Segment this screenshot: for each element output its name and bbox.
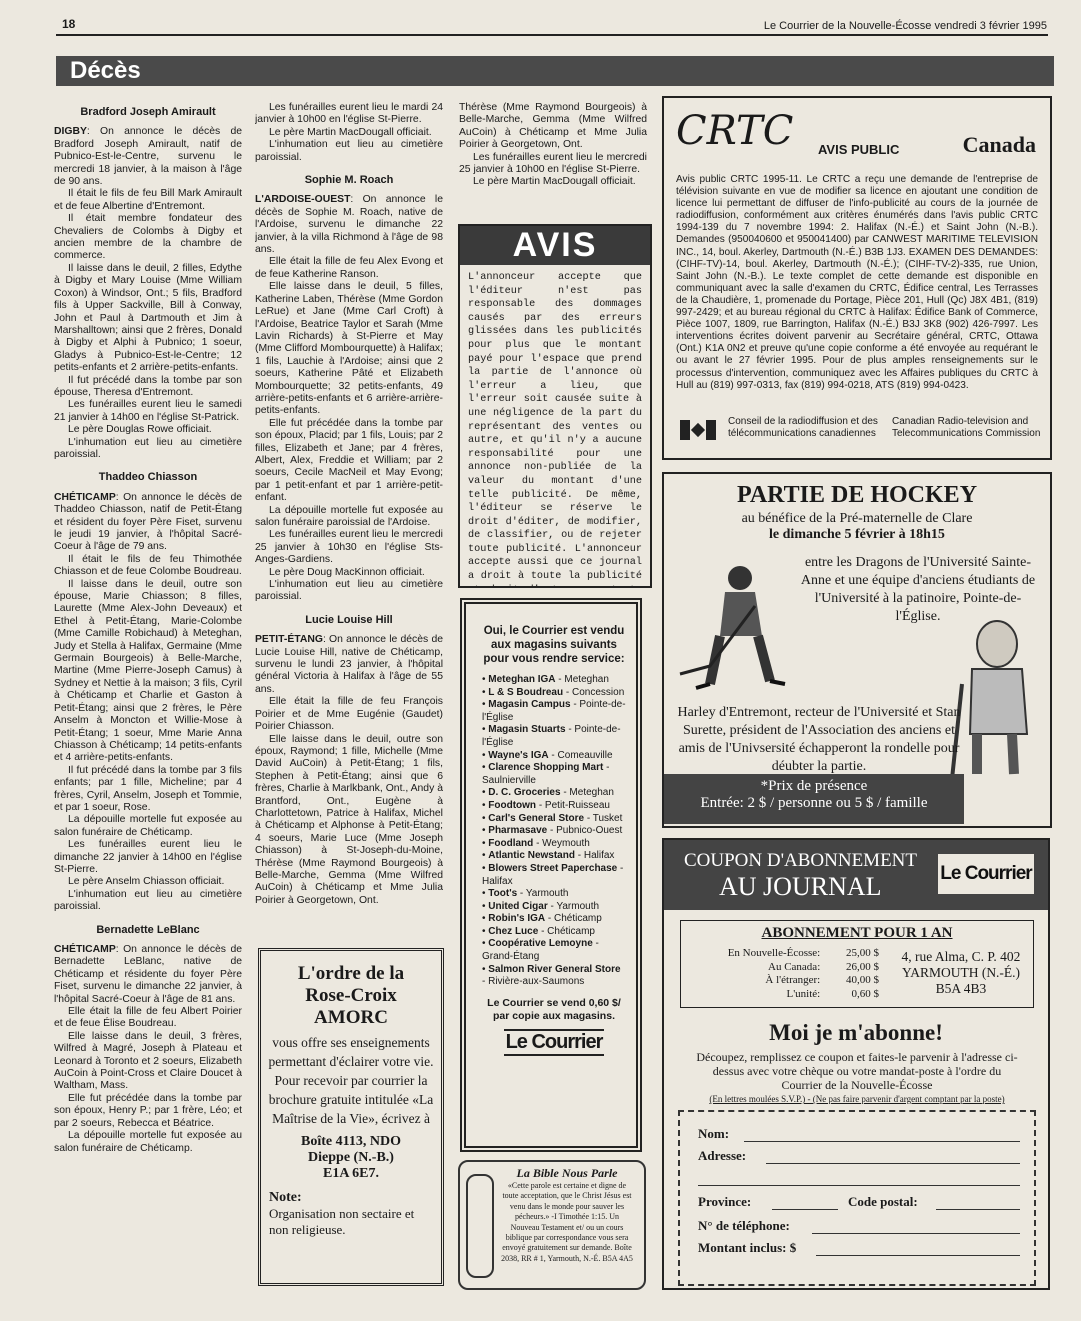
obit-paragraph: Il était le fils de feu Thimothée Chiasson et de feue Colombe Boudreau. bbox=[54, 553, 242, 578]
obit-paragraph: Il fut précédé dans la tombe par son épouse, Theresa d'Entremont. bbox=[54, 374, 242, 398]
stores-price: Le Courrier se vend 0,60 $/ par copie aux magasins. bbox=[487, 996, 621, 1022]
coupon-address bbox=[893, 949, 1029, 997]
postal-code-label: Code postal: bbox=[848, 1194, 918, 1209]
store-item: • Wayne's IGA - Comeauville bbox=[482, 749, 613, 761]
rosecroix-address-3: E1A 6E7. bbox=[322, 1166, 379, 1181]
obit-name: Bradford Joseph Amirault bbox=[80, 106, 216, 118]
obit-name: Bernadette LeBlanc bbox=[96, 923, 200, 936]
publication-line: Le Courrier de la Nouvelle-Écosse vendredi 3 février 1995 bbox=[763, 20, 1047, 32]
section-title: Décès bbox=[70, 57, 141, 84]
avis-title: AVIS bbox=[460, 226, 650, 265]
rosecroix-ad bbox=[258, 948, 444, 1286]
header-rule bbox=[56, 34, 1048, 36]
canada-flag-icon bbox=[680, 420, 716, 440]
amount-field[interactable] bbox=[816, 1254, 1020, 1256]
obit-paragraph: Elle laisse dans le deuil, outre son époux, Raymond; 1 fille, Michelle (Mme David AuCoin) à Petit-Étang; 1 fils, Stephen à Petit-Étang; ainsi que 6 frères, Charlie à Marlkbank, Ont., Andy à Brantford, Ont., Eugène à Charlottetown, Patrice à Halifax, Michel à Chéticamp et Alphonse à Petit-Étang; 4 soeurs, Marie Luce (Mme Joseph Chiasson) à St-Joseph-du-Moine, Thérèse (Mme Raymond Bourgeois) à Belle-Marche, Gemma (Mme Wilfred AuCoin) à Chéticamp et Mme Julia Poirier à Georgetown, Ont. bbox=[255, 733, 443, 906]
rates-title: ABONNEMENT POUR 1 AN bbox=[761, 925, 953, 941]
obit-paragraph: Les funérailles eurent lieu le dimanche 22 janvier à 14h00 en l'église St-Pierre. bbox=[54, 839, 242, 875]
crtc-name-fr: Conseil de la radiodiffusion et des télécommunications canadiennes bbox=[728, 416, 878, 439]
store-item: • Robin's IGA - Chéticamp bbox=[482, 913, 602, 925]
hockey-line-3: entre les Dragons de l'Université Sainte-Anne et une équipe d'anciens étudiants de l'Université à la patinoire, Pointe-de-l'Église. bbox=[800, 555, 1036, 624]
coupon-address-2: YARMOUTH (N.-É.) bbox=[901, 965, 1021, 980]
store-item: • Pharmasave - Pubnico-Ouest bbox=[482, 825, 623, 837]
hockey-ad bbox=[662, 472, 1052, 828]
obit-name: Lucie Louise Hill bbox=[305, 613, 393, 626]
store-item: • D. C. Groceries - Meteghan bbox=[482, 787, 614, 799]
obit-paragraph: Il était le fils de feu Bill Mark Amirault et de feue Albertine d'Entremont. bbox=[54, 188, 242, 212]
store-item: • Coopérative Lemoyne - Grand-Étang bbox=[482, 938, 599, 963]
avis-body: L'annonceur accepte que l'éditeur n'est pas responsable des dommages causés par des erreurs glissées dans les publicités pour plus que le montant payé pour l'espace que prend la partie de l'annonce où l'erreur a lieu, que l'erreur soit causée suite à une négligence de la part du représentant des ventes ou autre, et qu'il n'y a aucune responsabilité pour une annonce non-publiée de la valeur du montant d'une telle publicité. De même, l'éditeur se réserve le droit d'éditer, de modifier, de classifier, ou de rejeter toute publicité. L'annonceur accepte aussi que ce journal a droit à toute la publicité bbox=[468, 272, 642, 583]
province-label: Province: bbox=[698, 1194, 752, 1209]
obit-paragraph: Les funérailles eurent lieu le mercredi 25 janvier à 10h30 en l'église Sts-Anges-Gardiens. bbox=[255, 529, 443, 566]
rosecroix-note-label: Note: bbox=[269, 1190, 302, 1205]
coupon-title-1: COUPON D'ABONNEMENT bbox=[684, 850, 918, 871]
hockey-prize: *Prix de présence bbox=[760, 778, 868, 794]
stores-heading: Oui, le Courrier est vendu aux magasins suivants pour vous rendre service: bbox=[483, 625, 625, 665]
price-row: À l'étranger: 40,00 $ bbox=[765, 974, 879, 986]
price-row: L'unité: 0,60 $ bbox=[786, 987, 879, 1000]
store-item: • Toot's - Yarmouth bbox=[482, 888, 569, 900]
hockey-line-1: au bénéfice de la Pré-maternelle de Clare bbox=[741, 511, 973, 526]
store-item: • Meteghan IGA - Meteghan bbox=[482, 674, 609, 685]
canada-wordmark: Canada bbox=[962, 132, 1036, 157]
obit-paragraph: Le père Martin MacDougall officiait. bbox=[473, 176, 636, 188]
store-item: • Blowers Street Paperchase - Halifax bbox=[482, 862, 624, 887]
name-label: Nom: bbox=[698, 1126, 730, 1141]
store-item: • Clarence Shopping Mart - Saulnierville bbox=[482, 762, 610, 786]
obit-column-3 bbox=[459, 102, 647, 189]
stores-box bbox=[460, 598, 642, 1152]
hockey-player-illustration bbox=[670, 556, 790, 706]
rosecroix-title-1: L'ordre de la bbox=[297, 963, 405, 984]
bible-box bbox=[458, 1160, 646, 1290]
obit-paragraph: Le père Martin MacDougall officiait. bbox=[269, 126, 432, 138]
hockey-line-4: Harley d'Entremont, recteur de l'Université et Stan Surette, président de l'Association des anciens et amis de l'Univsersité échapperont la rondelle pour déubter la partie. bbox=[677, 705, 961, 774]
obit-paragraph: PETIT-ÉTANG: On annonce le décès de Lucie Louise Hill, native de Chéticamp, survenu le lundi 23 janvier, à l'hôpital général Victoria à Halifax à l'âge de 55 ans. bbox=[255, 634, 443, 695]
obit-paragraph: DIGBY: On annonce le décès de Bradford Joseph Amirault, natif de Pubnico-Est-le-Centre, survenu le mercredi 18 janvier, à la maison à l'âge de 90 ans. bbox=[54, 126, 242, 188]
avis-box bbox=[458, 224, 652, 588]
phone-label: N° de téléphone: bbox=[698, 1218, 790, 1233]
coupon-courrier-logo: Le Courrier bbox=[938, 854, 1034, 894]
store-item: • Magasin Stuarts - Pointe-de-l'Église bbox=[482, 724, 621, 748]
rates-box bbox=[680, 920, 1034, 1008]
phone-field[interactable] bbox=[812, 1232, 1020, 1234]
obit-paragraph: CHÉTICAMP: On annonce le décès de Bernadette LeBlanc, native de Chéticamp et résidente du foyer Père Fiset, survenu le dimanche 22 janvier, à l'hôpital Sacré-Coeur à l'âge de 81 ans. bbox=[54, 944, 242, 1005]
coupon-cta: Moi je m'abonne! bbox=[769, 1020, 943, 1045]
store-item: • Atlantic Newstand - Halifax bbox=[482, 850, 615, 862]
rosecroix-address-2: Dieppe (N.-B.) bbox=[308, 1150, 394, 1165]
obit-paragraph: La dépouille mortelle fut exposée au salon funéraire paroissial de l'Ardoise. bbox=[255, 504, 443, 528]
obit-paragraph: Il laisse dans le deuil, 2 filles, Edythe à Digby et Mary Louise (Mme William Coxon) à Windsor, Ont.; 5 fils, Bradford fils à Upper Sackville, Bill à Conway, John et Paul à Dartmouth et Jim à Marshalltown; ainsi que 2 frères, Donald à Digby et Alphi à Pubnico; 1 soeur, Gladys à Pubnico-Est-le-Centre; 12 petits-enfants et 2 arrière-petits-enfants. bbox=[54, 262, 242, 374]
obit-column-1 bbox=[54, 96, 242, 1296]
obit-column-2 bbox=[255, 102, 443, 942]
price-list bbox=[689, 947, 879, 1001]
obit-paragraph: Thérèse (Mme Raymond Bourgeois) à Belle-Marche, Gemma (Mme Wilfred AuCoin) à Chéticamp et Mme Julia Poirier à Georgetown, Ont. bbox=[459, 102, 647, 151]
bible-body: «Cette parole est certaine et digne de toute acceptation, que le Christ Jésus est venu dans le monde pour sauver les pécheurs.» -I Timothée 1:15. Un Nouveau Testament et/ ou un cours biblique par correspondance vous sera envoyé gratuitement sur demande. Boîte 2038, RR # 1, Yarmouth, N.-É. B5A 4A5 bbox=[501, 1181, 633, 1263]
store-item: • Foodland - Weymouth bbox=[482, 837, 590, 849]
province-field[interactable] bbox=[772, 1208, 838, 1210]
price-row: Au Canada: 26,00 $ bbox=[768, 960, 879, 973]
obit-paragraph: Le père Doug MacKinnon officiait. bbox=[269, 566, 425, 578]
address-label: Adresse: bbox=[698, 1148, 747, 1163]
subscription-coupon bbox=[662, 838, 1050, 1290]
coupon-note: (En lettres moulées S.V.P.) - (Ne pas faire parvenir d'argent comptant par la poste) bbox=[709, 1094, 1005, 1104]
obit-paragraph: L'inhumation eut lieu au cimetière paroissial. bbox=[54, 888, 242, 913]
coupon-address-1: 4, rue Alma, C. P. 402 bbox=[901, 949, 1021, 964]
obit-paragraph: L'inhumation eut lieu au cimetière paroissial. bbox=[255, 139, 443, 163]
obit-paragraph: Elle fut précédée dans la tombe par son époux, Placid; par 1 fils, Louis; par 2 filles, Elizabeth et Jane; par 4 frères, Albert, Alex, Freddie et William; par 2 soeurs, Cecile MacNeil et May Evong; par 1 petit-enfant et par 1 arrière-petit-enfant. bbox=[255, 417, 443, 504]
store-item: • Foodtown - Petit-Ruisseau bbox=[482, 799, 610, 811]
obit-paragraph: Elle était la fille de feu Albert Poirier et de feue Élise Boudreau. bbox=[54, 1006, 242, 1030]
obit-paragraph: L'inhumation eut lieu au cimetière paroissial. bbox=[255, 579, 443, 603]
name-field[interactable] bbox=[744, 1140, 1020, 1142]
scroll-icon bbox=[466, 1174, 494, 1278]
obit-paragraph: L'inhumation eut lieu au cimetière paroissial. bbox=[54, 436, 242, 460]
coupon-form bbox=[678, 1110, 1036, 1286]
courrier-logo: Le Courrier bbox=[504, 1029, 604, 1056]
crtc-logo: CRTC bbox=[676, 108, 794, 154]
store-item: • Carl's General Store - Tusket bbox=[482, 812, 623, 824]
obit-paragraph: Le père Anselm Chiasson officiait. bbox=[68, 876, 225, 888]
store-item: • United Cigar - Yarmouth bbox=[482, 900, 600, 912]
obit-paragraph: Il fut précédé dans la tombe par 3 fils enfants; par 1 fille, Micheline; par 4 frères, Cyril, Anselm, Joseph et Tommie, et par 1 soeur, Rose. bbox=[54, 764, 242, 813]
coupon-title-2: AU JOURNAL bbox=[719, 872, 882, 901]
hockey-title: PARTIE DE HOCKEY bbox=[736, 482, 978, 508]
obit-paragraph: La dépouille mortelle fut exposée au salon funéraire de Chéticamp. bbox=[54, 814, 242, 838]
store-item: • Chez Luce - Chéticamp bbox=[482, 925, 595, 937]
rosecroix-address-1: Boîte 4113, NDO bbox=[301, 1134, 401, 1149]
rosecroix-title-3: AMORC bbox=[314, 1007, 388, 1028]
obit-paragraph: L'ARDOISE-OUEST: On annonce le décès de Sophie M. Roach, native de l'Ardoise, survenu le dimanche 22 janvier, à la villa Richmond à l'âge de 98 ans. bbox=[255, 194, 443, 256]
crtc-box bbox=[662, 96, 1052, 460]
address-field[interactable] bbox=[766, 1162, 1020, 1164]
store-list bbox=[482, 674, 626, 989]
section-banner bbox=[56, 56, 1054, 86]
store-item: • L & S Boudreau - Concession bbox=[482, 686, 625, 698]
page-number: 18 bbox=[62, 17, 76, 31]
address-field-2[interactable] bbox=[698, 1184, 1020, 1186]
obit-paragraph: Elle laisse dans le deuil, 5 filles, Katherine Laben, Thérèse (Mme Gordon LeRue) et Jane (Mme Carl Croft) à l'Ardoise, Beatrice Taylor et Sarah (Mme Lavin Richards) à St-Pierre et May (Mme Clifford Mombourquette) à Halifax; 1 fils, Lauchie à l'Ardoise; ainsi que 2 soeurs, Katherine Pâté et Elizabeth Mombourquette; 32 petits-enfants, 49 arrière-petits-enfants et 6 arrière-arrière-petits-enfants. bbox=[255, 281, 443, 417]
obit-paragraph: Elle laisse dans le deuil, 3 frères, Wilfred à Magré, Joseph à Plateau et Leonard à Toronto et 2 soeurs, Elizabeth AuCoin à Point-Cross et Claire Doucet à Waltham, Mass. bbox=[54, 1030, 242, 1092]
coupon-instructions: Découpez, remplissez ce coupon et faites-le parvenir à l'adresse ci-dessus avec votre chèque ou votre mandat-poste à l'ordre du Courrier de la Nouvelle-Écosse bbox=[696, 1050, 1018, 1092]
rosecroix-body: vous offre ses enseignements permettant d'éclairer votre vie. Pour recevoir par courrier la brochure gratuite intitulée «La Maîtrise de la Vie», écrivez à bbox=[268, 1035, 434, 1126]
postal-code-field[interactable] bbox=[936, 1208, 1020, 1210]
rosecroix-title-2: Rose-Croix bbox=[305, 985, 397, 1006]
hockey-entry: Entrée: 2 $ / personne ou 5 $ / famille bbox=[700, 795, 928, 811]
obit-paragraph: Elle fut précédée dans la tombe par son époux, Henry P.; par 1 frère, Léo; et par 2 soeurs, Rebecca et Béatrice. bbox=[54, 1092, 242, 1129]
coupon-header bbox=[664, 840, 1048, 910]
hockey-entry-bar bbox=[664, 774, 964, 824]
obit-paragraph: La dépouille mortelle fut exposée au salon funéraire de Chéticamp. bbox=[54, 1130, 242, 1154]
store-item: • Magasin Campus - Pointe-de-l'Église bbox=[482, 699, 626, 723]
obit-name: Sophie M. Roach bbox=[304, 174, 394, 187]
obit-name: Thaddeo Chiasson bbox=[98, 471, 198, 484]
obit-paragraph: Les funérailles eurent lieu le mercredi 25 janvier à 10h00 en l'église St-Pierre. bbox=[459, 151, 647, 176]
obit-paragraph: CHÉTICAMP: On annonce le décès de Thaddeo Chiasson, natif de Petit-Étang et résident du foyer Père Fiset, survenu le jeudi 19 janvier, à l'hôpital Sacré-Coeur à l'âge de 79 ans. bbox=[54, 491, 242, 553]
crtc-name-en: Canadian Radio-television and Telecommunications Commission bbox=[892, 416, 1041, 439]
obit-paragraph: Les funérailles eurent lieu le mardi 24 janvier à 10h00 en l'église St-Pierre. bbox=[255, 102, 443, 126]
obit-paragraph: Il laisse dans le deuil, outre son épouse, Marie Chiasson; 8 filles, Laurette (Mme Alex-John Deveaux) et Ethel à Petit-Étang, Marie-Colombe (Mme Camille Robichaud) à Meteghan, Judy et Stella à Halifax, Germaine (Mme Germain Bourgeois) à Belle-Marche, Martine (Mme Pierre-Joseph Camus) à Sydney et Nettie à la maison; 3 fils, Cyril à Chéticamp et Charlie et Gaston à Petit-Étang; ainsi que 2 frères, le Père Anselm à Moncton et Willie-Mose à Petit-Étang; 1 soeur, Mme Marie Anna Chiasson à Chéticamp; 14 petits-enfants et 4 arrière-petits-enfants. bbox=[54, 578, 242, 764]
obit-paragraph: Il était membre fondateur des Chevaliers de Colombs à Digby et ancien membre de la chambre de commerce. bbox=[54, 213, 242, 262]
amount-label: Montant inclus: $ bbox=[698, 1240, 797, 1255]
price-row: En Nouvelle-Écosse: 25,00 $ bbox=[727, 947, 879, 959]
rosecroix-note: Organisation non sectaire et non religieuse. bbox=[269, 1206, 415, 1237]
store-item: • Salmon River General Store - Rivière-aux-Saumons bbox=[482, 963, 621, 988]
obit-paragraph: Elle était la fille de feu Alex Evong et de feue Katherine Ranson. bbox=[255, 256, 443, 280]
bible-title: La Bible Nous Parle bbox=[516, 1166, 618, 1180]
obit-paragraph: Le père Douglas Rowe officiait. bbox=[68, 424, 212, 436]
crtc-body: Avis public CRTC 1995-11. Le CRTC a reçu une demande de l'entreprise de télévision suivante en vue de modifier sa licence en ajoutant une condition de licence lui permettant de diffuser de l'info-publicité au cours de la journée de radiodiffusion, conformément aux critères énumérés dans l'avis public CRTC 1994-139 du 7 novembre 1994: 2. Halifax (N.-É.) et Saint John (N.-B.). Demandes (950040600 et 950041400) par CANWEST MARITIME TELEVISION INC., 14, boul. Akerley, Dartmouth (N.-É.) B3B 1J3. EXAMEN DES DEMANDES: (CIHF-TV)-14, boul. Akerley, Dartmouth (N.-É.); (CIHF-TV-2)-335, rue Union, Saint John (N.-B.). Le texte complet de cette demande est disponible en communiquant avec la salle d'examen du CRTC, Édifice central, Les Terrasses de la Chaudière, 1, promenade du Portage, Pièce 201, Hull (Qc) J8X 4B1, (819) 997-2429; et au bureau régional du CRTC à Halifax: Édifice Bank of Commerce, Pièce 1007, 1809, rue Barrington, Halifax (N.-É.) B3J 3K8 (902) 426-7997. Les interventions écrites doivent parvenir au Secrétaire général, CRTC, Ottawa (Ont.) K1A 0N2 et preuve qu'une copie conforme a été envoyée au requérant le ou avant le 27 février 1995. Pour de plus amples renseignements sur le processus d'intervention, communiquez avec les Affaires publiques du CRTC à Hull au (819) 997-0313, fax (819) 994-0218, ATS (819) 994-0423. bbox=[676, 174, 1038, 391]
obit-paragraph: Les funérailles eurent lieu le samedi 21 janvier à 14h00 en l'église St-Patrick. bbox=[54, 399, 242, 423]
obit-paragraph: Elle était la fille de feu François Poirier et de Mme Eugénie (Gaudet) Poirier Chiasson. bbox=[255, 696, 443, 733]
crtc-label: AVIS PUBLIC bbox=[818, 142, 900, 157]
hockey-line-2: le dimanche 5 février à 18h15 bbox=[769, 527, 945, 542]
coupon-address-3: B5A 4B3 bbox=[935, 981, 987, 996]
